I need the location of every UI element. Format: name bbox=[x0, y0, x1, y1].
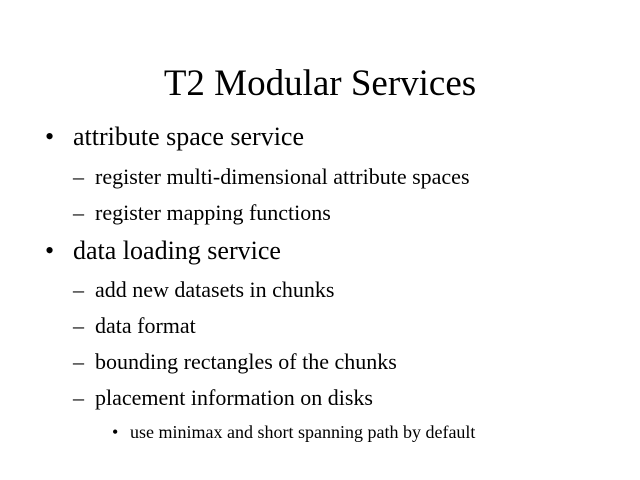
bullet-marker: • bbox=[45, 236, 55, 265]
bullet-marker: • bbox=[45, 122, 55, 151]
sub-bullet-item bbox=[73, 385, 373, 411]
sub-bullet-item bbox=[73, 349, 397, 375]
bullet-marker: • bbox=[112, 422, 119, 442]
sub-sub-bullet-item bbox=[112, 421, 475, 443]
sub-bullet-text: register mapping functions bbox=[95, 200, 331, 225]
sub-bullet-item bbox=[73, 313, 196, 339]
bullet-item bbox=[45, 122, 304, 152]
sub-sub-bullet-text: use minimax and short spanning path by default bbox=[130, 422, 476, 442]
sub-bullet-text: bounding rectangles of the chunks bbox=[95, 349, 397, 374]
sub-bullet-item bbox=[73, 277, 335, 303]
bullet-text: attribute space service bbox=[73, 122, 304, 151]
sub-bullet-text: data format bbox=[95, 313, 196, 338]
dash-marker: – bbox=[73, 200, 84, 225]
dash-marker: – bbox=[73, 164, 84, 189]
sub-bullet-text: register multi-dimensional attribute spaces bbox=[95, 164, 470, 189]
dash-marker: – bbox=[73, 277, 84, 302]
dash-marker: – bbox=[73, 349, 84, 374]
bullet-item bbox=[45, 236, 281, 266]
bullet-text: data loading service bbox=[73, 236, 281, 265]
sub-bullet-item bbox=[73, 164, 470, 190]
slide-title: T2 Modular Services bbox=[163, 63, 477, 104]
sub-bullet-item bbox=[73, 200, 331, 226]
dash-marker: – bbox=[73, 313, 84, 338]
sub-bullet-text: placement information on disks bbox=[95, 385, 373, 410]
sub-bullet-text: add new datasets in chunks bbox=[95, 277, 335, 302]
dash-marker: – bbox=[73, 385, 84, 410]
